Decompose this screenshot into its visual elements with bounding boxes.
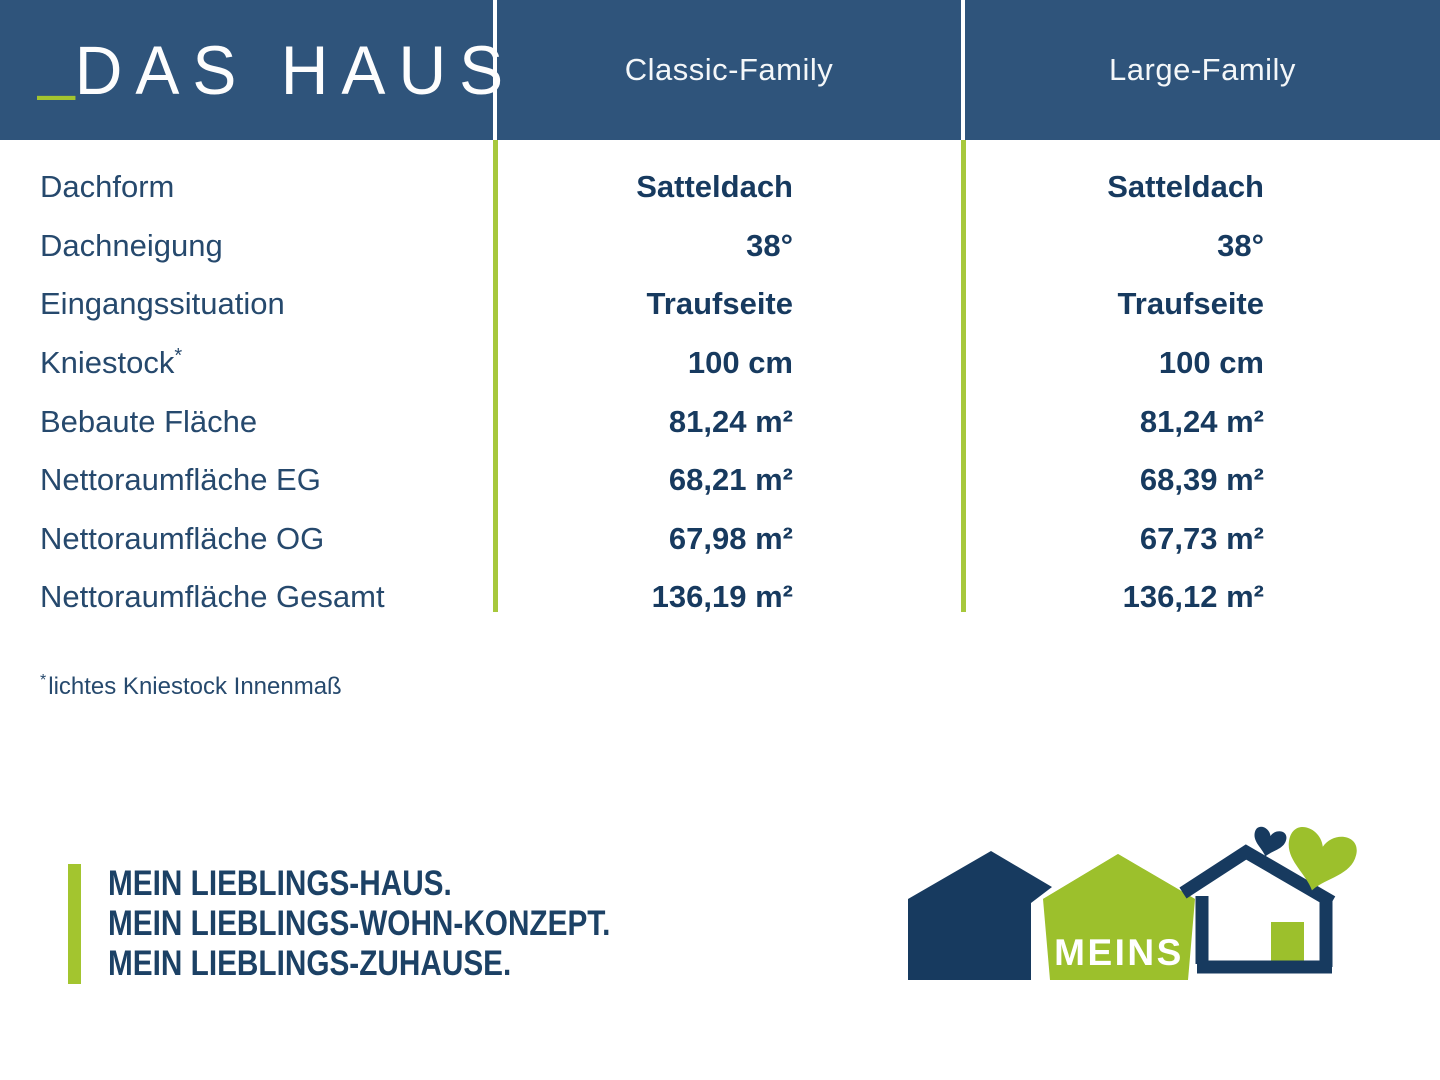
- row-value-classic: 38°: [746, 227, 793, 263]
- logo-meins-text: MEINS: [1054, 932, 1184, 973]
- row-label: [40, 345, 182, 381]
- row-label-text: Nettoraumfläche EG: [40, 462, 321, 498]
- brand-logo: [898, 798, 1358, 990]
- table-row: [0, 158, 1440, 217]
- row-value-large: Traufseite: [1117, 286, 1264, 322]
- table-row: [0, 217, 1440, 276]
- row-value-large: 136,12 m²: [1122, 579, 1264, 615]
- page-title: [0, 0, 517, 140]
- row-label: [40, 462, 321, 498]
- row-label: [40, 404, 257, 440]
- footnote-text: lichtes Kniestock Innenmaß: [48, 673, 342, 700]
- row-label-text: Dachform: [40, 169, 175, 205]
- slogan-line: MEIN LIEBLINGS-HAUS.: [108, 864, 452, 903]
- slogan-block: [68, 864, 699, 984]
- row-label: [40, 521, 324, 557]
- dark-house-icon: [908, 851, 1052, 980]
- row-value-classic: 136,19 m²: [651, 579, 793, 615]
- row-value-large: 68,39 m²: [1139, 462, 1264, 498]
- row-value-large: Satteldach: [1107, 169, 1264, 205]
- row-value-large: 81,24 m²: [1139, 403, 1264, 439]
- footnote: [40, 672, 342, 701]
- slogan-accent-bar: [68, 864, 81, 984]
- outline-house-door: [1271, 922, 1304, 964]
- row-label-text: Nettoraumfläche Gesamt: [40, 579, 385, 615]
- table-row: [0, 451, 1440, 510]
- column-header-classic-family: Classic-Family: [493, 0, 961, 140]
- row-value-classic: Satteldach: [636, 169, 793, 205]
- row-label-text: Eingangssituation: [40, 286, 285, 322]
- row-value-classic: 81,24 m²: [668, 403, 793, 439]
- spec-table: [0, 140, 1440, 627]
- row-label: [40, 579, 385, 615]
- title-underscore-accent: _: [38, 27, 75, 101]
- table-row: [0, 334, 1440, 393]
- row-value-large: 100 cm: [1158, 345, 1264, 381]
- table-row: [0, 510, 1440, 569]
- title-text: DAS HAUS: [74, 31, 517, 109]
- row-label-text: Kniestock: [40, 345, 175, 381]
- row-label-text: Bebaute Fläche: [40, 403, 258, 439]
- row-value-classic: 68,21 m²: [668, 462, 793, 498]
- row-value-classic: 67,98 m²: [668, 520, 793, 556]
- row-label-text: Nettoraumfläche OG: [40, 521, 325, 557]
- header-band: [0, 0, 1440, 140]
- row-label: [40, 286, 285, 322]
- row-value-large: 67,73 m²: [1139, 520, 1264, 556]
- footnote-marker: *: [40, 672, 47, 689]
- slogan-lines: [108, 864, 699, 984]
- slogan-line: MEIN LIEBLINGS-WOHN-KONZEPT.: [108, 904, 611, 943]
- table-row: [0, 568, 1440, 627]
- row-label: [40, 169, 174, 205]
- row-value-classic: 100 cm: [687, 345, 793, 381]
- row-value-large: 38°: [1217, 227, 1264, 263]
- green-house-icon: [1043, 854, 1195, 980]
- slogan-line: MEIN LIEBLINGS-ZUHAUSE.: [108, 944, 512, 983]
- table-row: [0, 392, 1440, 451]
- row-label: [40, 228, 223, 264]
- row-label-text: Dachneigung: [40, 228, 223, 264]
- row-value-classic: Traufseite: [646, 286, 793, 322]
- row-label-sup: *: [174, 344, 183, 367]
- table-row: [0, 275, 1440, 334]
- column-header-large-family: Large-Family: [961, 0, 1440, 140]
